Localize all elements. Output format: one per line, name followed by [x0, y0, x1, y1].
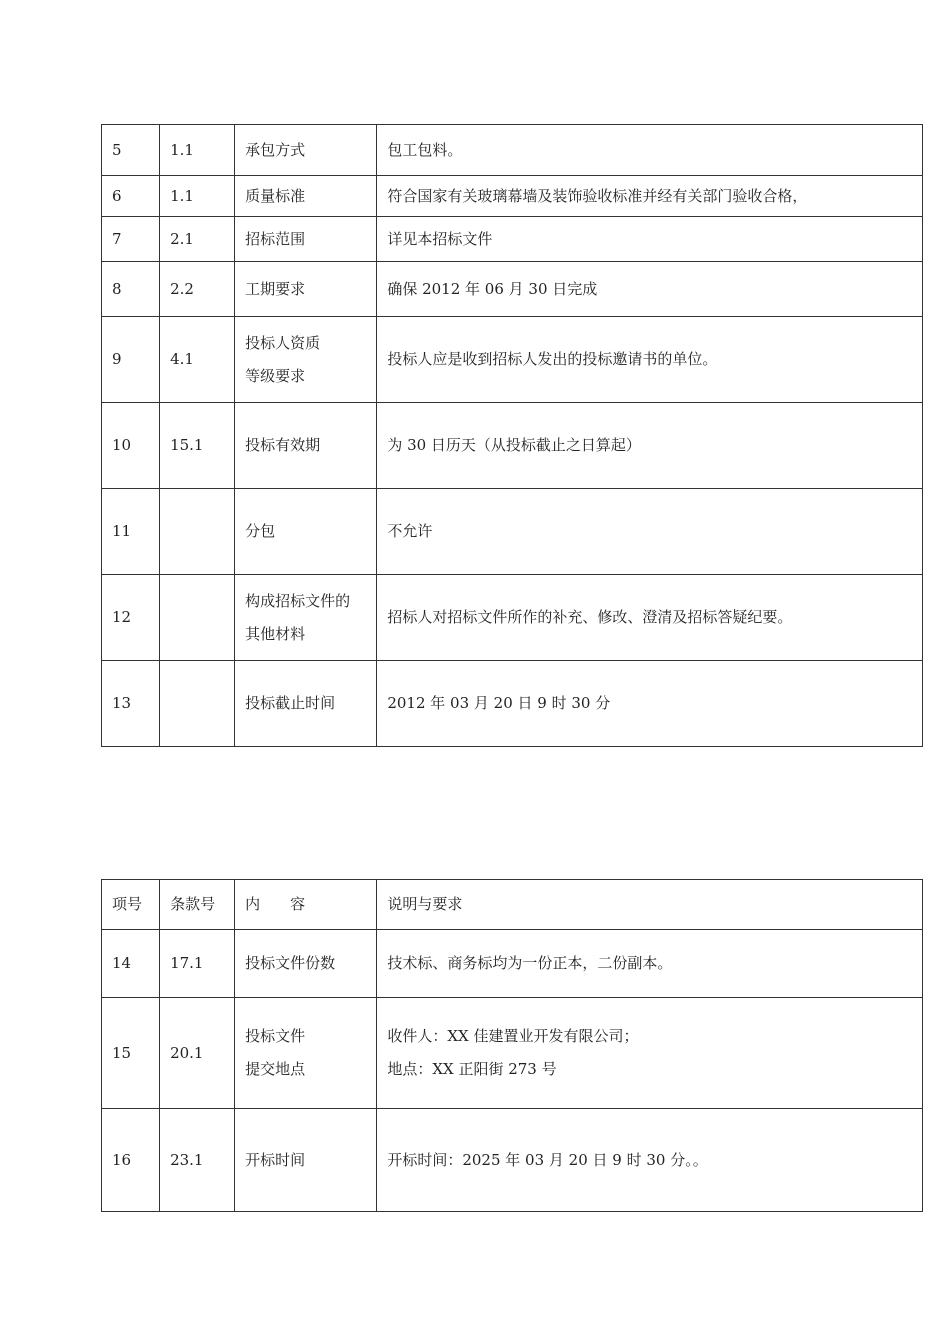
content-cell — [235, 317, 377, 403]
header-clause-number: 条款号 — [160, 880, 235, 930]
description-cell: 不允许 — [377, 489, 923, 575]
clause-number: 17.1 — [160, 930, 235, 998]
content-line: 等级要求 — [245, 366, 306, 385]
content-line: 构成招标文件的 — [245, 591, 351, 610]
clause-number — [160, 575, 235, 661]
table-row — [102, 125, 923, 176]
description-cell: 技术标、商务标均为一份正本，二份副本。 — [377, 930, 923, 998]
description-cell: 为 30 日历天（从投标截止之日算起） — [377, 403, 923, 489]
content-line: 提交地点 — [245, 1060, 306, 1078]
item-number: 12 — [102, 575, 160, 661]
table-row — [102, 930, 923, 998]
table-row — [102, 575, 923, 661]
table-row — [102, 489, 923, 575]
description-cell: 确保 2012 年 06 月 30 日完成 — [377, 262, 923, 317]
clause-number: 1.1 — [160, 125, 235, 176]
content-cell: 质量标准 — [235, 176, 377, 217]
item-number: 15 — [102, 998, 160, 1109]
content-line: 投标文件 — [245, 1027, 306, 1045]
description-cell — [377, 998, 923, 1109]
content-cell: 工期要求 — [235, 262, 377, 317]
item-number: 8 — [102, 262, 160, 317]
clause-number: 2.1 — [160, 217, 235, 262]
content-cell: 招标范围 — [235, 217, 377, 262]
requirements-table-lower — [101, 879, 923, 1212]
description-cell: 开标时间：2025 年 03 月 20 日 9 时 30 分。。 — [377, 1109, 923, 1212]
description-cell: 包工包料。 — [377, 125, 923, 176]
table-row — [102, 176, 923, 217]
clause-number — [160, 489, 235, 575]
item-number: 6 — [102, 176, 160, 217]
table-row — [102, 317, 923, 403]
clause-number — [160, 661, 235, 747]
content-cell: 投标截止时间 — [235, 661, 377, 747]
item-number: 10 — [102, 403, 160, 489]
description-cell: 投标人应是收到招标人发出的投标邀请书的单位。 — [377, 317, 923, 403]
description-cell: 详见本招标文件 — [377, 217, 923, 262]
item-number: 9 — [102, 317, 160, 403]
content-cell: 开标时间 — [235, 1109, 377, 1212]
item-number: 14 — [102, 930, 160, 998]
clause-number: 20.1 — [160, 998, 235, 1109]
item-number: 13 — [102, 661, 160, 747]
item-number: 7 — [102, 217, 160, 262]
content-cell — [235, 575, 377, 661]
table-header-row — [102, 880, 923, 930]
content-cell: 投标文件份数 — [235, 930, 377, 998]
description-cell: 招标人对招标文件所作的补充、修改、澄清及招标答疑纪要。 — [377, 575, 923, 661]
item-number: 5 — [102, 125, 160, 176]
table-row — [102, 262, 923, 317]
description-cell: 2012 年 03 月 20 日 9 时 30 分 — [377, 661, 923, 747]
table-row — [102, 1109, 923, 1212]
clause-number: 1.1 — [160, 176, 235, 217]
content-cell: 分包 — [235, 489, 377, 575]
requirements-table-upper — [101, 124, 923, 747]
clause-number: 15.1 — [160, 403, 235, 489]
clause-number: 23.1 — [160, 1109, 235, 1212]
table-row — [102, 217, 923, 262]
description-line: 地点：XX 正阳街 273 号 — [387, 1060, 557, 1078]
table-row — [102, 998, 923, 1109]
clause-number: 2.2 — [160, 262, 235, 317]
header-content: 内 容 — [235, 880, 377, 930]
content-cell — [235, 998, 377, 1109]
item-number: 11 — [102, 489, 160, 575]
clause-number: 4.1 — [160, 317, 235, 403]
description-line: 收件人：XX 佳建置业开发有限公司； — [387, 1027, 639, 1045]
table-row — [102, 661, 923, 747]
content-cell: 承包方式 — [235, 125, 377, 176]
header-description: 说明与要求 — [377, 880, 923, 930]
description-cell: 符合国家有关玻璃幕墙及装饰验收标准并经有关部门验收合格， — [377, 176, 923, 217]
content-line: 其他材料 — [245, 624, 306, 643]
content-line: 投标人资质 — [245, 333, 321, 352]
table-row — [102, 403, 923, 489]
item-number: 16 — [102, 1109, 160, 1212]
header-item-number: 项号 — [102, 880, 160, 930]
content-cell: 投标有效期 — [235, 403, 377, 489]
